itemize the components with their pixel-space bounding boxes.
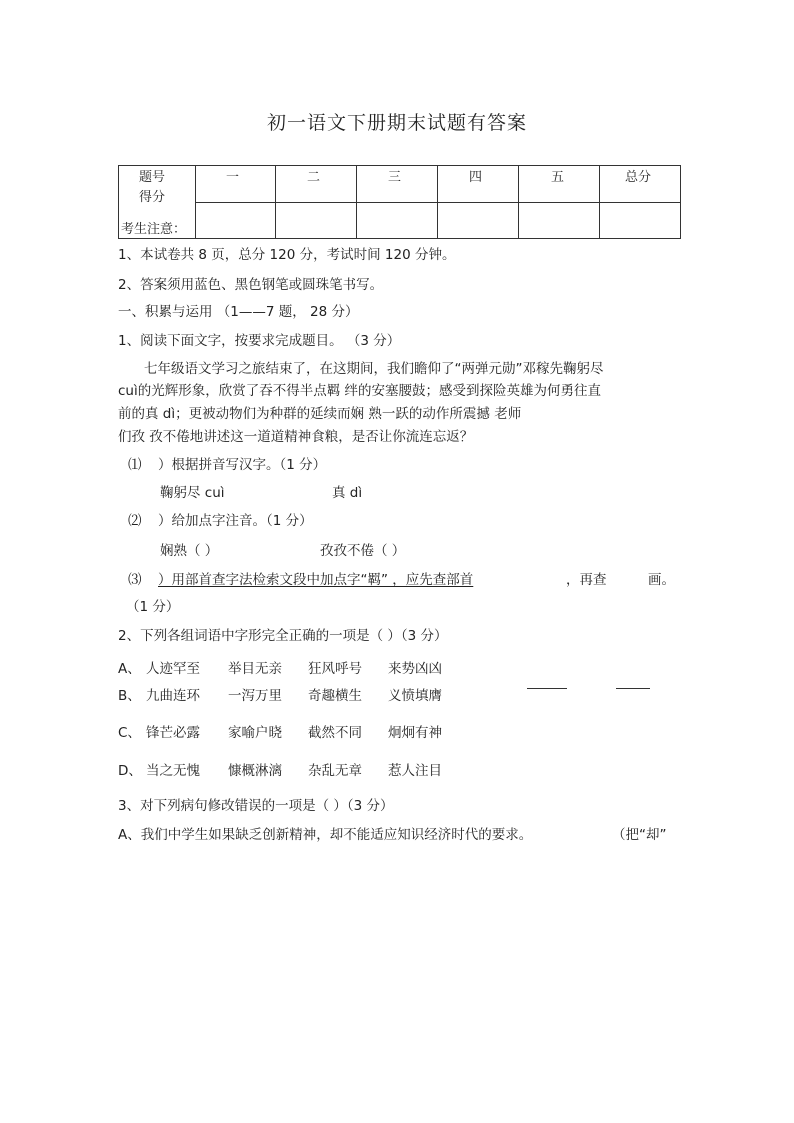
page-title: 初一语文下册期末试题有答案 xyxy=(266,112,527,134)
option-word: 锋芒必露 xyxy=(146,725,200,741)
table-divider xyxy=(195,202,680,203)
option-label: A、 xyxy=(118,661,141,677)
sub-question-3-text: 画。 xyxy=(648,572,675,588)
section-heading: 一、积累与运用 （1——7 题， 28 分） xyxy=(118,304,359,320)
option-word: 截然不同 xyxy=(308,725,362,741)
option-word: 家喻户晓 xyxy=(228,725,282,741)
passage-line: 们孜 孜不倦地讲述这一道道精神食粮，是否让你流连忘返？ xyxy=(118,429,474,445)
sub-question-2-item: 孜孜不倦（ ） xyxy=(320,543,406,559)
notice-2: 2、答案须用蓝色、黑色钢笔或圆珠笔书写。 xyxy=(118,277,384,293)
table-column-header: 总分 xyxy=(625,170,652,185)
table-column-header: 二 xyxy=(307,170,321,185)
option-word: 来势凶凶 xyxy=(388,661,442,677)
option-word: 一泻万里 xyxy=(228,688,282,704)
option-word: 举目无亲 xyxy=(228,661,282,677)
passage-line: 前的真 dì；更被动物们为种群的延续而娴 熟一跃的动作所震撼 老师 xyxy=(118,406,522,422)
table-notice-label: 考生注意： xyxy=(121,222,187,237)
answer-blank xyxy=(527,688,567,689)
question-3-option-a: A、我们中学生如果缺乏创新精神，却不能适应知识经济时代的要求。 xyxy=(118,827,533,843)
option-word: 惹人注目 xyxy=(388,763,442,779)
table-column-header: 五 xyxy=(551,170,565,185)
option-label: B、 xyxy=(118,688,141,704)
option-word: 义愤填膺 xyxy=(388,688,442,704)
option-word: 九曲连环 xyxy=(146,688,200,704)
option-word: 杂乱无章 xyxy=(308,763,362,779)
option-word: 当之无愧 xyxy=(146,763,200,779)
option-word: 奇趣横生 xyxy=(308,688,362,704)
sub-question-number: ⑶ xyxy=(128,572,142,588)
answer-blank xyxy=(616,688,650,689)
sub-question-3-text: ，再查 xyxy=(566,572,607,588)
option-word: 炯炯有神 xyxy=(388,725,442,741)
sub-question-number: ⑴ xyxy=(128,457,142,473)
option-word: 人迹罕至 xyxy=(146,661,200,677)
question-2-stem: 2、下列各组词语中字形完全正确的一项是（ ）（3 分） xyxy=(118,628,448,644)
sub-question-3-score: （1 分） xyxy=(126,599,180,615)
question-3-option-a-note: （把“却” xyxy=(612,827,667,843)
passage-line: 七年级语文学习之旅结束了，在这期间，我们瞻仰了“两弹元勋”邓稼先鞠躬尽 xyxy=(144,361,604,377)
table-column-header: 一 xyxy=(226,170,240,185)
notice-1: 1、本试卷共 8 页，总分 120 分，考试时间 120 分钟。 xyxy=(118,247,456,263)
sub-question-3: ）用部首查字法检索文段中加点字“羁” ，应先查部首 xyxy=(158,572,474,588)
passage-line: cuì的光辉形象，欣赏了吞不得半点羁 绊的安塞腰鼓；感受到探险英雄为何勇往直 xyxy=(118,383,602,399)
table-column-header: 四 xyxy=(469,170,483,185)
table-column-header: 三 xyxy=(388,170,402,185)
sub-question-2: ）给加点字注音。（1 分） xyxy=(158,513,313,529)
option-word: 狂风呼号 xyxy=(308,661,362,677)
question-1-stem: 1、阅读下面文字，按要求完成题目。 （3 分） xyxy=(118,333,401,349)
sub-question-2-item: 娴熟（ ） xyxy=(160,543,219,559)
sub-question-number: ⑵ xyxy=(128,513,142,529)
option-label: D、 xyxy=(118,763,142,779)
option-label: C、 xyxy=(118,725,141,741)
sub-question-1-item: 真 dì xyxy=(332,485,363,501)
sub-question-1-item: 鞠躬尽 cuì xyxy=(160,485,225,501)
score-table xyxy=(118,165,681,239)
table-header-label: 题号 xyxy=(139,170,166,185)
table-score-label: 得分 xyxy=(139,190,166,205)
option-word: 慷概淋漓 xyxy=(228,763,282,779)
sub-question-1: ）根据拼音写汉字。（1 分） xyxy=(158,457,327,473)
question-3-stem: 3、对下列病句修改错误的一项是（ ）（3 分） xyxy=(118,798,394,814)
